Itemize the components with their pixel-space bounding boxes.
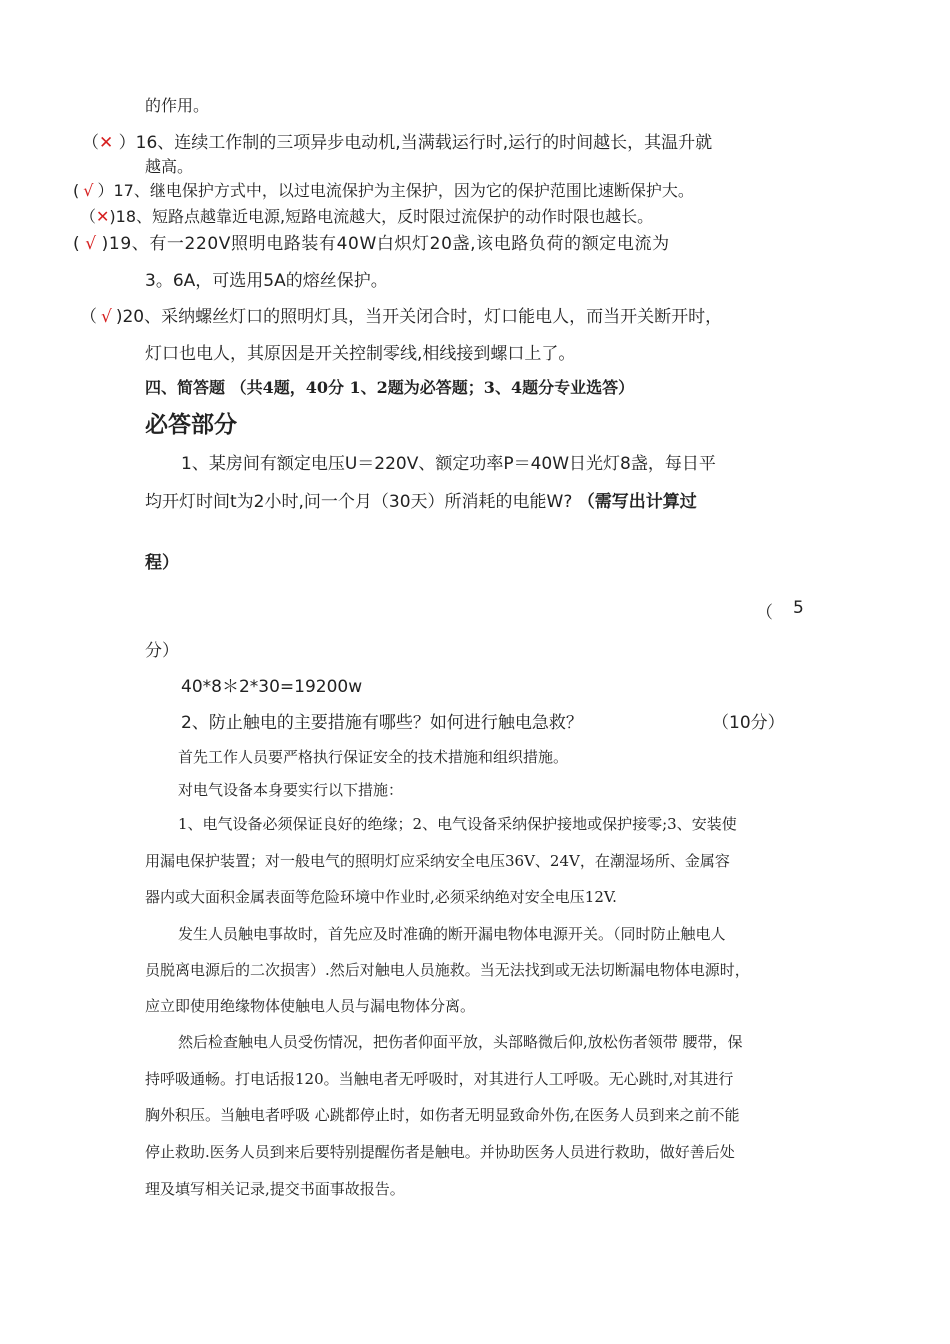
answer-line: 用漏电保护装置；对一般电气的照明灯应采纳安全电压36V、24V，在潮湿场所、金属容 [145,852,730,870]
answer-line: 发生人员触电事故时，首先应及时准确的断开漏电物体电源开关。（同时防止触电人 [178,925,726,943]
correct-mark-icon: √ [83,181,94,200]
answer-line: 员脱离电源后的二次损害）.然后对触电人员施救。当无法找到或无法切断漏电物体电源时， [145,961,750,979]
q18-open: （ [80,207,97,226]
q20-text: )20、采纳螺丝灯口的照明灯具，当开关闭合时，灯口能电人，而当开关断开时， [115,307,723,327]
q20-line [80,302,722,327]
question1-line3: 程） [145,553,179,573]
answer-line: 首先工作人员要严格执行保证安全的技术措施和组织措施。 [178,748,569,766]
answer-line: 持呼吸通畅。打电话报120。当触电者无呼吸时，对其进行人工呼吸。无心跳时,对其进行 [145,1070,734,1088]
answer-line: 器内或大面积金属表面等危险环境中作业时,必须采纳绝对安全电压12V. [145,888,617,906]
answer-line: 1、电气设备必须保证良好的绝缘；2、电气设备采纳保护接地或保护接零;3、安装使 [178,815,737,833]
q19-text: )19、有一220V照明电路装有40W白炽灯20盏,该电路负荷的额定电流为 [101,234,670,254]
question1-score-open: （ [756,603,773,623]
q17-open: ( [73,181,80,200]
q19-line [73,229,670,254]
question2-score: （10分） [712,713,785,733]
question2-text: 2、防止触电的主要措施有哪些？如何进行触电急救？ [181,713,583,733]
answer-line: 停止救助.医务人员到来后要特别提醒伤者是触电。并协助医务人员进行救助，做好善后处 [145,1143,735,1161]
q20-cont: 灯口也电人，其原因是开关控制零线,相线接到螺口上了。 [145,344,576,364]
q19-open: ( [73,234,81,254]
wrong-mark-icon: ✕ [96,207,110,226]
q16-open: （ [82,133,99,153]
correct-mark-icon: √ [85,234,97,254]
answer-line: 对电气设备本身要实行以下措施： [178,781,404,799]
question1-line2-text: 均开灯时间t为2小时,问一个月（30天）所消耗的电能W? [145,492,578,512]
q18-text: )18、短路点越靠近电源,短路电流越大，反时限过流保护的动作时限也越长。 [109,207,654,226]
q15-tail: 的作用。 [145,96,210,115]
required-heading: 必答部分 [145,412,237,438]
q16-text: 16、连续工作制的三项异步电动机,当满载运行时,运行的时间越长，其温升就 [135,133,713,153]
question1-answer: 40*8＊2*30=19200w [181,677,363,697]
q18-line [80,204,653,227]
q16-cont: 越高。 [145,157,194,176]
answer-line: 理及填写相关记录,提交书面事故报告。 [145,1180,405,1198]
section4-title: 四、简答题 （共4题，40分 1、2题为必答题；3、4题分专业选答） [145,378,635,397]
q20-open: （ [80,307,97,327]
question1-score-value: 5 [793,598,804,618]
q16-line [82,128,712,153]
answer-line: 然后检查触电人员受伤情况，把伤者仰面平放，头部略微后仰,放松伤者领带 腰带，保 [178,1033,743,1051]
q17-text: ）17、继电保护方式中，以过电流保护为主保护，因为它的保护范围比速断保护大。 [97,181,694,200]
correct-mark-icon: √ [101,307,112,327]
q19-cont: 3。6A，可选用5A的熔丝保护。 [145,271,388,291]
q17-line [73,178,694,201]
answer-line: 应立即使用绝缘物体使触电人员与漏电物体分离。 [145,997,476,1015]
question1-score-unit: 分） [145,641,179,661]
question1-line2 [145,487,697,512]
question1-instruction: （需写出计算过 [577,492,697,512]
wrong-mark-icon: ✕ [99,133,114,153]
q16-close: ） [113,133,136,153]
question1-line1: 1、某房间有额定电压U＝220V、额定功率P＝40W日光灯8盏，每日平 [181,454,716,474]
answer-line: 胸外积压。当触电者呼吸 心跳都停止时，如伤者无明显致命外伤,在医务人员到来之前不能 [145,1106,740,1124]
